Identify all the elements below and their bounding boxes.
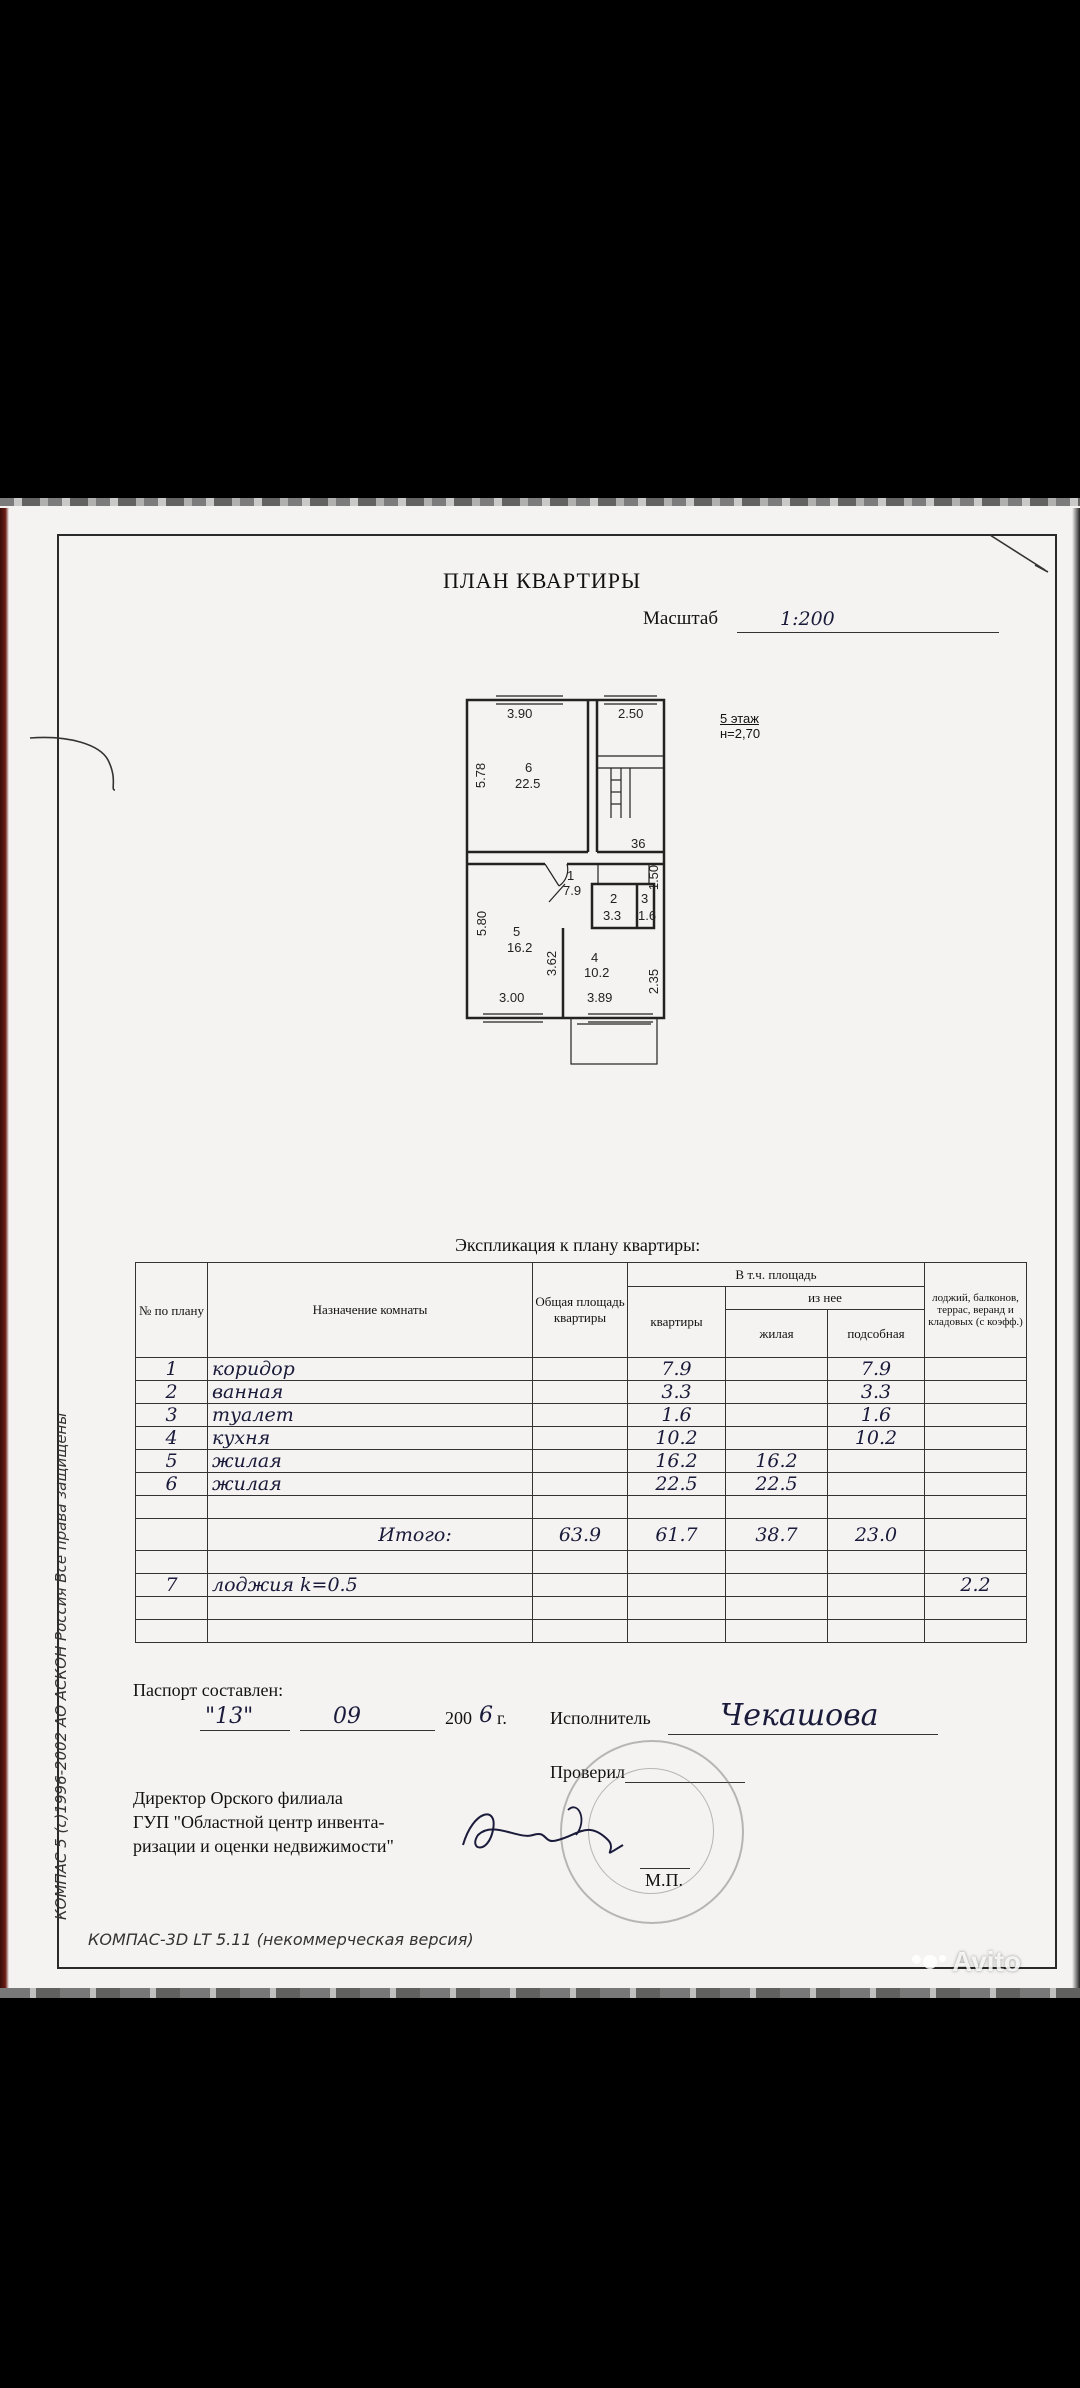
scale-value: 1:200	[780, 608, 835, 630]
dim-5-80: 5.80	[474, 910, 490, 937]
table-row	[136, 1496, 1027, 1519]
dim-3-90: 3.90	[507, 706, 533, 721]
table-row	[136, 1597, 1027, 1620]
scan-edge-left	[0, 508, 9, 1988]
room-5-area: 16.2	[507, 940, 533, 955]
table-cell-loggia	[925, 1551, 1027, 1574]
table-cell-name: Итого:	[208, 1519, 533, 1551]
table-cell-n	[136, 1620, 208, 1643]
table-cell-name: коридор	[208, 1358, 533, 1381]
executor-name: Чекашова	[720, 1698, 879, 1733]
table-cell-aux: 3.3	[828, 1381, 925, 1404]
explication-title: Экспликация к плану квартиры:	[455, 1235, 701, 1255]
table-cell-living: 22.5	[726, 1473, 828, 1496]
header-apartment: квартиры	[628, 1287, 726, 1358]
table-cell-kv: 1.6	[628, 1404, 726, 1427]
table-cell-aux	[828, 1450, 925, 1473]
room-6-number: 6	[525, 760, 533, 775]
table-cell-living	[726, 1427, 828, 1450]
table-row	[136, 1381, 1027, 1404]
table-cell-kv: 7.9	[628, 1358, 726, 1381]
director-signature	[448, 1790, 648, 1880]
explication-table	[135, 1262, 1027, 1643]
scan-edge-bottom	[0, 1988, 1080, 1998]
table-cell-name	[208, 1496, 533, 1519]
table-row	[136, 1620, 1027, 1643]
room-6-area: 22.5	[515, 776, 541, 791]
table-cell-aux	[828, 1574, 925, 1597]
table-cell-total	[533, 1620, 628, 1643]
room-4-number: 4	[591, 950, 599, 965]
header-including-area: В т.ч. площадь	[628, 1263, 925, 1287]
room-1-area: 7.9	[563, 883, 582, 898]
table-cell-aux	[828, 1551, 925, 1574]
room-3-number: 3	[641, 891, 649, 906]
table-cell-name: жилая	[208, 1473, 533, 1496]
table-cell-kv	[628, 1551, 726, 1574]
table-row	[136, 1551, 1027, 1574]
table-cell-total	[533, 1358, 628, 1381]
header-total-area: Общая площадь квартиры	[533, 1263, 628, 1358]
table-cell-living	[726, 1597, 828, 1620]
table-cell-aux	[828, 1496, 925, 1519]
table-cell-loggia	[925, 1620, 1027, 1643]
dim-36: 36	[631, 836, 646, 851]
scale-line	[737, 632, 999, 633]
table-cell-kv: 3.3	[628, 1381, 726, 1404]
table-cell-living	[726, 1381, 828, 1404]
table-cell-aux	[828, 1597, 925, 1620]
header-auxiliary: подсобная	[828, 1310, 925, 1358]
table-cell-kv	[628, 1574, 726, 1597]
header-of-which: из нее	[726, 1287, 925, 1310]
table-cell-n	[136, 1551, 208, 1574]
side-copyright-text: КОМПАС 5 (с)1996-2002 АО АСКОН Россия Все права защищены	[52, 1412, 70, 1920]
table-cell-n	[136, 1519, 208, 1551]
table-cell-n: 6	[136, 1473, 208, 1496]
table-cell-n: 4	[136, 1427, 208, 1450]
dim-5-78: 5.78	[473, 762, 489, 789]
floor-plan-walls	[463, 688, 668, 1067]
room-2-number: 2	[610, 891, 618, 906]
executor-line	[668, 1734, 938, 1735]
dim-3-00: 3.00	[499, 990, 525, 1005]
executor-label: Исполнитель	[550, 1708, 651, 1728]
table-cell-total	[533, 1404, 628, 1427]
passport-month: 09	[333, 1704, 361, 1729]
table-cell-name	[208, 1551, 533, 1574]
table-cell-aux	[828, 1473, 925, 1496]
floor-plan	[463, 688, 668, 1067]
table-cell-loggia	[925, 1496, 1027, 1519]
table-cell-total	[533, 1574, 628, 1597]
passport-day-line	[200, 1730, 290, 1731]
table-cell-total	[533, 1597, 628, 1620]
table-cell-kv: 61.7	[628, 1519, 726, 1551]
bottom-software-text: КОМПАС-3D LT 5.11 (некоммерческая версия)	[88, 1930, 474, 1949]
table-cell-n: 2	[136, 1381, 208, 1404]
table-cell-name	[208, 1620, 533, 1643]
table-cell-loggia	[925, 1597, 1027, 1620]
floor-height: н=2,70	[720, 726, 761, 741]
floor-label: 5 этаж	[720, 711, 759, 726]
table-cell-name: кухня	[208, 1427, 533, 1450]
header-loggia: лоджий, балконов, террас, веранд и кладовых (с коэфф.)	[925, 1263, 1027, 1358]
passport-day: "13"	[205, 1704, 254, 1729]
table-cell-total	[533, 1551, 628, 1574]
table-cell-total: 63.9	[533, 1519, 628, 1551]
table-cell-name: ванная	[208, 1381, 533, 1404]
table-cell-aux: 1.6	[828, 1404, 925, 1427]
table-cell-n: 5	[136, 1450, 208, 1473]
table-cell-total	[533, 1450, 628, 1473]
table-row	[136, 1427, 1027, 1450]
table-cell-living	[726, 1496, 828, 1519]
passport-label: Паспорт составлен:	[133, 1680, 284, 1700]
header-room-purpose: Назначение комнаты	[208, 1263, 533, 1358]
checked-label: Проверил	[550, 1762, 625, 1782]
table-cell-loggia: 2.2	[925, 1574, 1027, 1597]
table-row	[136, 1473, 1027, 1496]
table-cell-name	[208, 1597, 533, 1620]
table-cell-aux: 7.9	[828, 1358, 925, 1381]
table-cell-total	[533, 1427, 628, 1450]
table-cell-living	[726, 1574, 828, 1597]
table-cell-kv	[628, 1496, 726, 1519]
header-living: жилая	[726, 1310, 828, 1358]
table-cell-loggia	[925, 1381, 1027, 1404]
table-cell-loggia	[925, 1358, 1027, 1381]
avito-watermark-text: Avito	[952, 1946, 1021, 1977]
passport-year-prefix: 200	[445, 1708, 472, 1728]
table-cell-n	[136, 1496, 208, 1519]
table-cell-kv: 10.2	[628, 1427, 726, 1450]
table-cell-loggia	[925, 1450, 1027, 1473]
scan-edge-top	[0, 498, 1080, 506]
director-line-3: ризации и оценки недвижимости"	[133, 1836, 394, 1856]
room-2-area: 3.3	[603, 908, 622, 923]
dim-3-62: 3.62	[544, 950, 560, 977]
director-line-1: Директор Орского филиала	[133, 1788, 343, 1808]
passport-month-line	[300, 1730, 435, 1731]
table-cell-kv	[628, 1620, 726, 1643]
table-cell-n	[136, 1597, 208, 1620]
table-cell-name: лоджия k=0.5	[208, 1574, 533, 1597]
table-cell-total	[533, 1473, 628, 1496]
table-cell-aux: 10.2	[828, 1427, 925, 1450]
table-row	[136, 1404, 1027, 1427]
table-cell-n: 1	[136, 1358, 208, 1381]
table-row	[136, 1358, 1027, 1381]
room-1-number: 1	[567, 868, 575, 883]
table-cell-name: туалет	[208, 1404, 533, 1427]
table-cell-living	[726, 1551, 828, 1574]
room-5-number: 5	[513, 924, 521, 939]
stamp-mark-label: М.П.	[645, 1870, 684, 1890]
table-cell-loggia	[925, 1519, 1027, 1551]
table-cell-kv: 16.2	[628, 1450, 726, 1473]
header-number: № по плану	[136, 1263, 208, 1358]
table-cell-aux	[828, 1620, 925, 1643]
dim-1-50: 1.50	[646, 864, 662, 891]
table-row	[136, 1574, 1027, 1597]
table-cell-living	[726, 1358, 828, 1381]
scale-label: Масштаб	[643, 608, 719, 629]
table-cell-n: 7	[136, 1574, 208, 1597]
table-cell-total	[533, 1381, 628, 1404]
table-cell-total	[533, 1496, 628, 1519]
table-cell-name: жилая	[208, 1450, 533, 1473]
table-cell-kv: 22.5	[628, 1473, 726, 1496]
table-cell-living: 38.7	[726, 1519, 828, 1551]
table-row	[136, 1519, 1027, 1551]
table-row	[136, 1450, 1027, 1473]
table-cell-aux: 23.0	[828, 1519, 925, 1551]
table-cell-loggia	[925, 1404, 1027, 1427]
table-cell-living: 16.2	[726, 1450, 828, 1473]
table-cell-living	[726, 1404, 828, 1427]
dim-2-35: 2.35	[646, 968, 662, 995]
dim-2-50: 2.50	[618, 706, 644, 721]
avito-logo-icon	[912, 1955, 946, 1969]
table-cell-loggia	[925, 1473, 1027, 1496]
passport-year-suffix: г.	[497, 1708, 507, 1728]
room-4-area: 10.2	[584, 965, 610, 980]
director-line-2: ГУП "Областной центр инвента-	[133, 1812, 385, 1832]
table-cell-kv	[628, 1597, 726, 1620]
room-3-area: 1.6	[638, 908, 657, 923]
passport-year-digit: 6	[479, 1703, 493, 1728]
table-cell-loggia	[925, 1427, 1027, 1450]
avito-watermark	[912, 1945, 1062, 1979]
scan-edge-right	[1072, 508, 1080, 1988]
table-cell-living	[726, 1620, 828, 1643]
dim-3-89: 3.89	[587, 990, 613, 1005]
table-cell-n: 3	[136, 1404, 208, 1427]
page-title: ПЛАН КВАРТИРЫ	[443, 568, 642, 593]
